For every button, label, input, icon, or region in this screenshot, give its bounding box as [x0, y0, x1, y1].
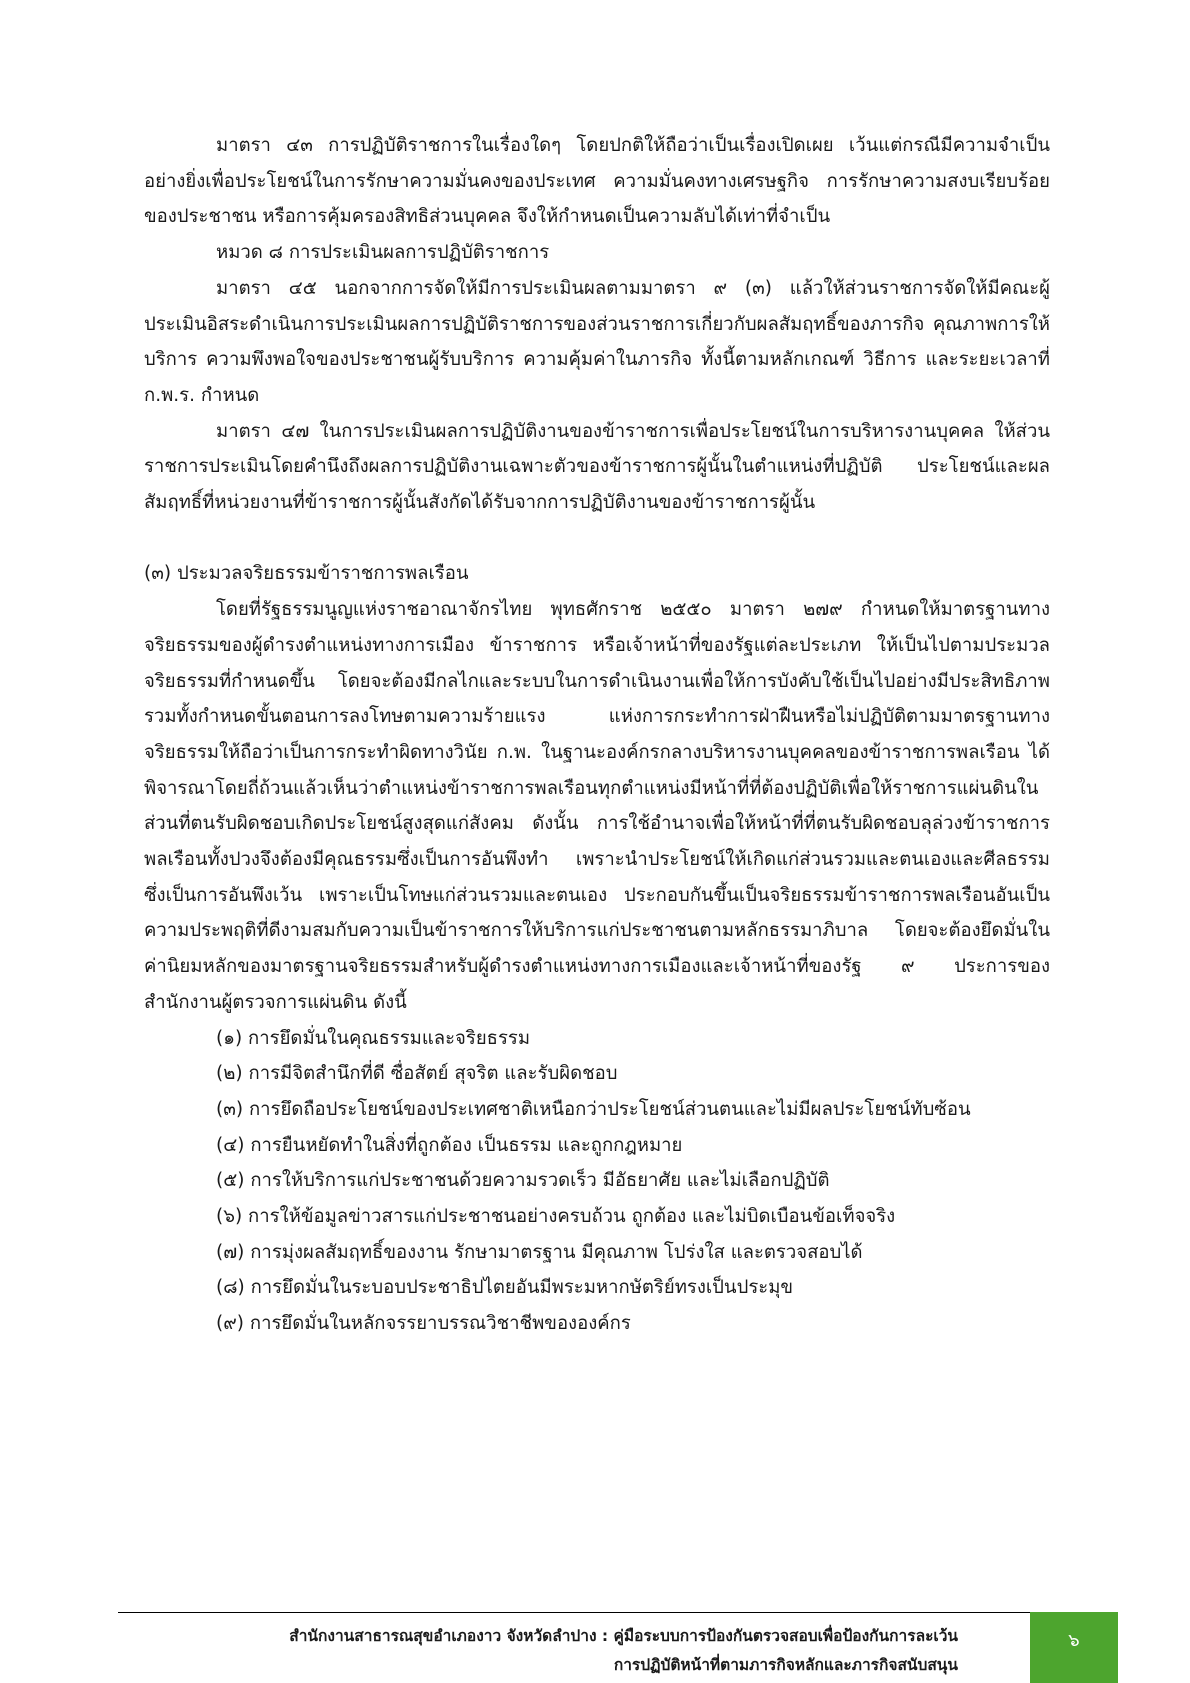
- ethics-section-heading: (๓) ประมวลจริยธรรมข้าราชการพลเรือน: [144, 563, 469, 585]
- list-item: (๕) การให้บริการแก่ประชาชนด้วยความรวดเร็ว มีอัธยาศัย และไม่เลือกปฏิบัติ: [216, 1170, 830, 1192]
- list-item: (๙) การยึดมั่นในหลักจรรยาบรรณวิชาชีพขององค์กร: [216, 1313, 631, 1335]
- ethics-paragraph: โดยที่รัฐธรรมนูญแห่งราชอาณาจักรไทย พุทธศักราช ๒๕๕๐ มาตรา ๒๗๙ กำหนดให้มาตรฐานทางจริยธรรมของผู้ดำรงตำแหน่งทางการเมือง ข้าราชการ หรือเจ้าหน้าที่ของรัฐแต่ละประเภท ให้เป็นไปตามประมวลจริยธรรมที่กำหนดขึ้น โดยจะต้องมีกลไกและระบบในการดำเนินงานเพื่อให้การบังคับใช้เป็นไปอย่างมีประสิทธิภาพ รวมทั้งกำหนดขั้นตอนการลงโทษตามความร้ายแรง แห่งการกระทำการฝ่าฝืนหรือไม่ปฏิบัติตามมาตรฐานทางจริยธรรมให้ถือว่าเป็นการกระทำผิดทางวินัย ก.พ. ในฐานะองค์กรกลางบริหารงานบุคคลของข้าราชการพลเรือน ได้พิจารณาโดยถี่ถ้วนแล้วเห็นว่าตำแหน่งข้าราชการพลเรือนทุกตำแหน่งมีหน้าที่ที่ต้องปฏิบัติเพื่อให้ราชการแผ่นดินในส่วนที่ตนรับผิดชอบเกิดประโยชน์สูงสุดแก่สังคม ดังนั้น การใช้อำนาจเพื่อให้หน้าที่ที่ตนรับผิดชอบลุล่วงข้าราชการพลเรือนทั้งปวงจึงต้องมีคุณธรรมซึ่งเป็นการอันพึงทำ เพราะนำประโยชน์ให้เกิดแก่ส่วนรวมและตนเองและศีลธรรมซึ่งเป็นการอันพึงเว้น เพราะเป็นโทษแก่ส่วนรวมและตนเอง ประกอบกันขึ้นเป็นจริยธรรมข้าราชการพลเรือนอันเป็นความประพฤติที่ดีงามสมกับความเป็นข้าราชการให้บริการแก่ประชาชนตามหลักธรรมาภิบาล โดยจะต้องยึดมั่นในค่านิยมหลักของมาตรฐานจริยธรรมสำหรับผู้ดำรงตำแหน่งทางการเมืองและเจ้าหน้าที่ของรัฐ ๙ ประการของสำนักงานผู้ตรวจการแผ่นดิน ดังนี้: [144, 599, 1050, 1013]
- list-item: (๖) การให้ข้อมูลข่าวสารแก่ประชาชนอย่างครบถ้วน ถูกต้อง และไม่บิดเบือนข้อเท็จจริง: [216, 1206, 896, 1228]
- page-number: ๖: [1068, 1630, 1080, 1651]
- document-body: [144, 128, 1050, 1342]
- list-item: (๓) การยึดถือประโยชน์ของประเทศชาติเหนือกว่าประโยชน์ส่วนตนและไม่มีผลประโยชน์ทับซ้อน: [216, 1098, 971, 1120]
- paragraph-spacer: [144, 521, 1050, 557]
- footer-caption: [289, 1622, 958, 1680]
- footer-line-2: การปฏิบัติหน้าที่ตามภารกิจหลักและภารกิจสนับสนุน: [613, 1656, 958, 1674]
- list-item: (๑) การยึดมั่นในคุณธรรมและจริยธรรม: [216, 1027, 531, 1049]
- list-item: (๘) การยึดมั่นในระบอบประชาธิปไตยอันมีพระมหากษัตริย์ทรงเป็นประมุข: [216, 1277, 794, 1299]
- list-item: (๔) การยืนหยัดทำในสิ่งที่ถูกต้อง เป็นธรรม และถูกกฎหมาย: [216, 1134, 683, 1156]
- list-item: (๒) การมีจิตสำนึกที่ดี ซื่อสัตย์ สุจริต และรับผิดชอบ: [216, 1063, 618, 1085]
- chapter-8-heading: หมวด ๘ การประเมินผลการปฏิบัติราชการ: [216, 242, 550, 264]
- list-item: (๗) การมุ่งผลสัมฤทธิ์ของงาน รักษามาตรฐาน มีคุณภาพ โปร่งใส และตรวจสอบได้: [216, 1241, 863, 1263]
- page-number-badge: [1030, 1612, 1118, 1683]
- section-43-paragraph: มาตรา ๔๓ การปฏิบัติราชการในเรื่องใดๆ โดยปกติให้ถือว่าเป็นเรื่องเปิดเผย เว้นแต่กรณีมีความจำเป็นอย่างยิ่งเพื่อประโยชน์ในการรักษาความมั่นคงของประเทศ ความมั่นคงทางเศรษฐกิจ การรักษาความสงบเรียบร้อยของประชาชน หรือการคุ้มครองสิทธิส่วนบุคคล จึงให้กำหนดเป็นความลับได้เท่าที่จำเป็น: [144, 135, 1050, 228]
- section-47-paragraph: มาตรา ๔๗ ในการประเมินผลการปฏิบัติงานของข้าราชการเพื่อประโยชน์ในการบริหารงานบุคคล ให้ส่วนราชการประเมินโดยคำนึงถึงผลการปฏิบัติงานเฉพาะตัวของข้าราชการผู้นั้นในตำแหน่งที่ปฏิบัติ ประโยชน์และผลสัมฤทธิ์ที่หน่วยงานที่ข้าราชการผู้นั้นสังกัดได้รับจากการปฏิบัติงานของข้าราชการผู้นั้น: [144, 420, 1050, 514]
- footer-divider: [118, 1612, 1030, 1613]
- section-45-paragraph: มาตรา ๔๕ นอกจากการจัดให้มีการประเมินผลตามมาตรา ๙ (๓) แล้วให้ส่วนราชการจัดให้มีคณะผู้ประเมินอิสระดำเนินการประเมินผลการปฏิบัติราชการของส่วนราชการเกี่ยวกับผลสัมฤทธิ์ของภารกิจ คุณภาพการให้บริการ ความพึงพอใจของประชาชนผู้รับบริการ ความคุ้มค่าในภารกิจ ทั้งนี้ตามหลักเกณฑ์ วิธีการ และระยะเวลาที่ ก.พ.ร. กำหนด: [144, 277, 1050, 406]
- footer-line-1: สำนักงานสาธารณสุขอำเภองาว จังหวัดลำปาง : คู่มือระบบการป้องกันตรวจสอบเพื่อป้องกันการละเว้น: [289, 1627, 958, 1645]
